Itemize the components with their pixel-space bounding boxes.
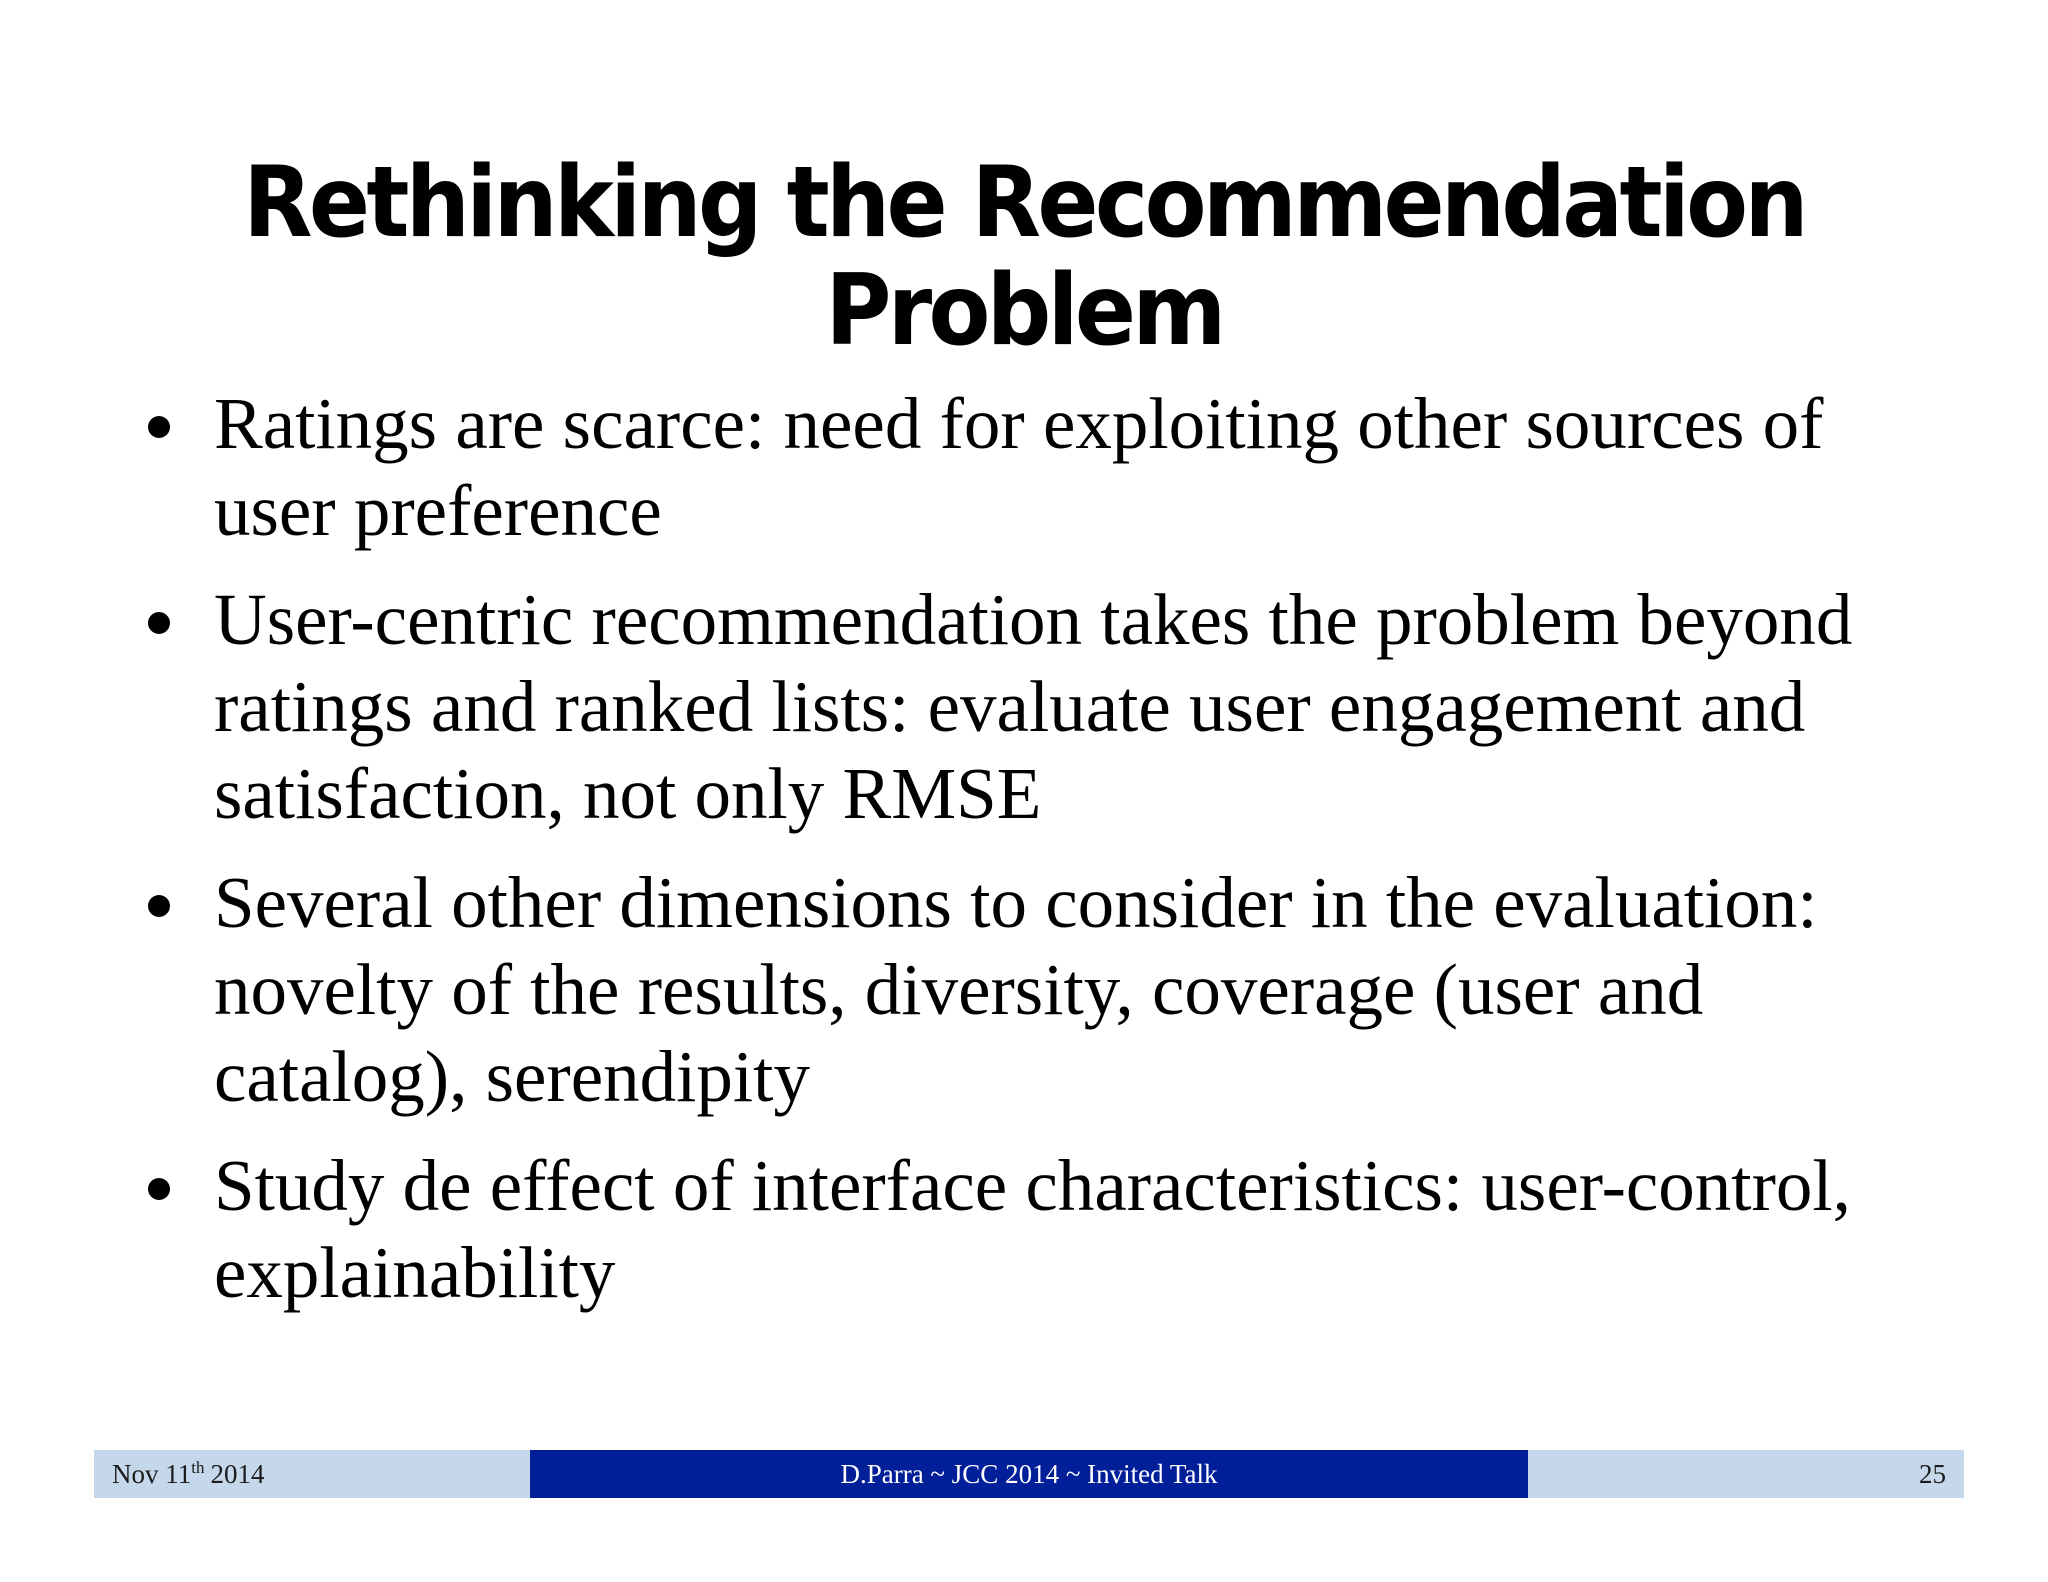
bullet-text: Several other dimensions to consider in the evaluation: novelty of the results, diversity, coverage (user and catalog), serendipity bbox=[214, 862, 1818, 1117]
page-number: 25 bbox=[1528, 1450, 1964, 1498]
bullet-dot-icon bbox=[148, 416, 170, 438]
bullet-text: User-centric recommendation takes the problem beyond ratings and ranked lists: evaluate user engagement and satisfaction, not only RMSE bbox=[214, 579, 1853, 834]
bullet-dot-icon bbox=[148, 895, 170, 917]
bullet-dot-icon bbox=[148, 1178, 170, 1200]
bullet-item bbox=[140, 576, 1920, 837]
footer-date-prefix: Nov 11 bbox=[112, 1458, 192, 1489]
footer-date-suffix: th bbox=[191, 1458, 205, 1477]
bullet-item bbox=[140, 859, 1920, 1120]
bullet-list bbox=[140, 380, 1920, 1338]
bullet-text: Study de effect of interface characteristics: user-control, explainability bbox=[214, 1145, 1851, 1313]
bullet-dot-icon bbox=[148, 612, 170, 634]
bullet-item bbox=[140, 380, 1920, 554]
bullet-item bbox=[140, 1142, 1920, 1316]
footer-center-text: D.Parra ~ JCC 2014 ~ Invited Talk bbox=[530, 1450, 1528, 1498]
slide-title: Rethinking the Recommendation Problem bbox=[243, 146, 1805, 368]
slide-footer bbox=[94, 1450, 1964, 1498]
footer-date bbox=[94, 1450, 530, 1498]
bullet-text: Ratings are scarce: need for exploiting other sources of user preference bbox=[214, 383, 1824, 551]
footer-date-year: 2014 bbox=[210, 1458, 265, 1489]
